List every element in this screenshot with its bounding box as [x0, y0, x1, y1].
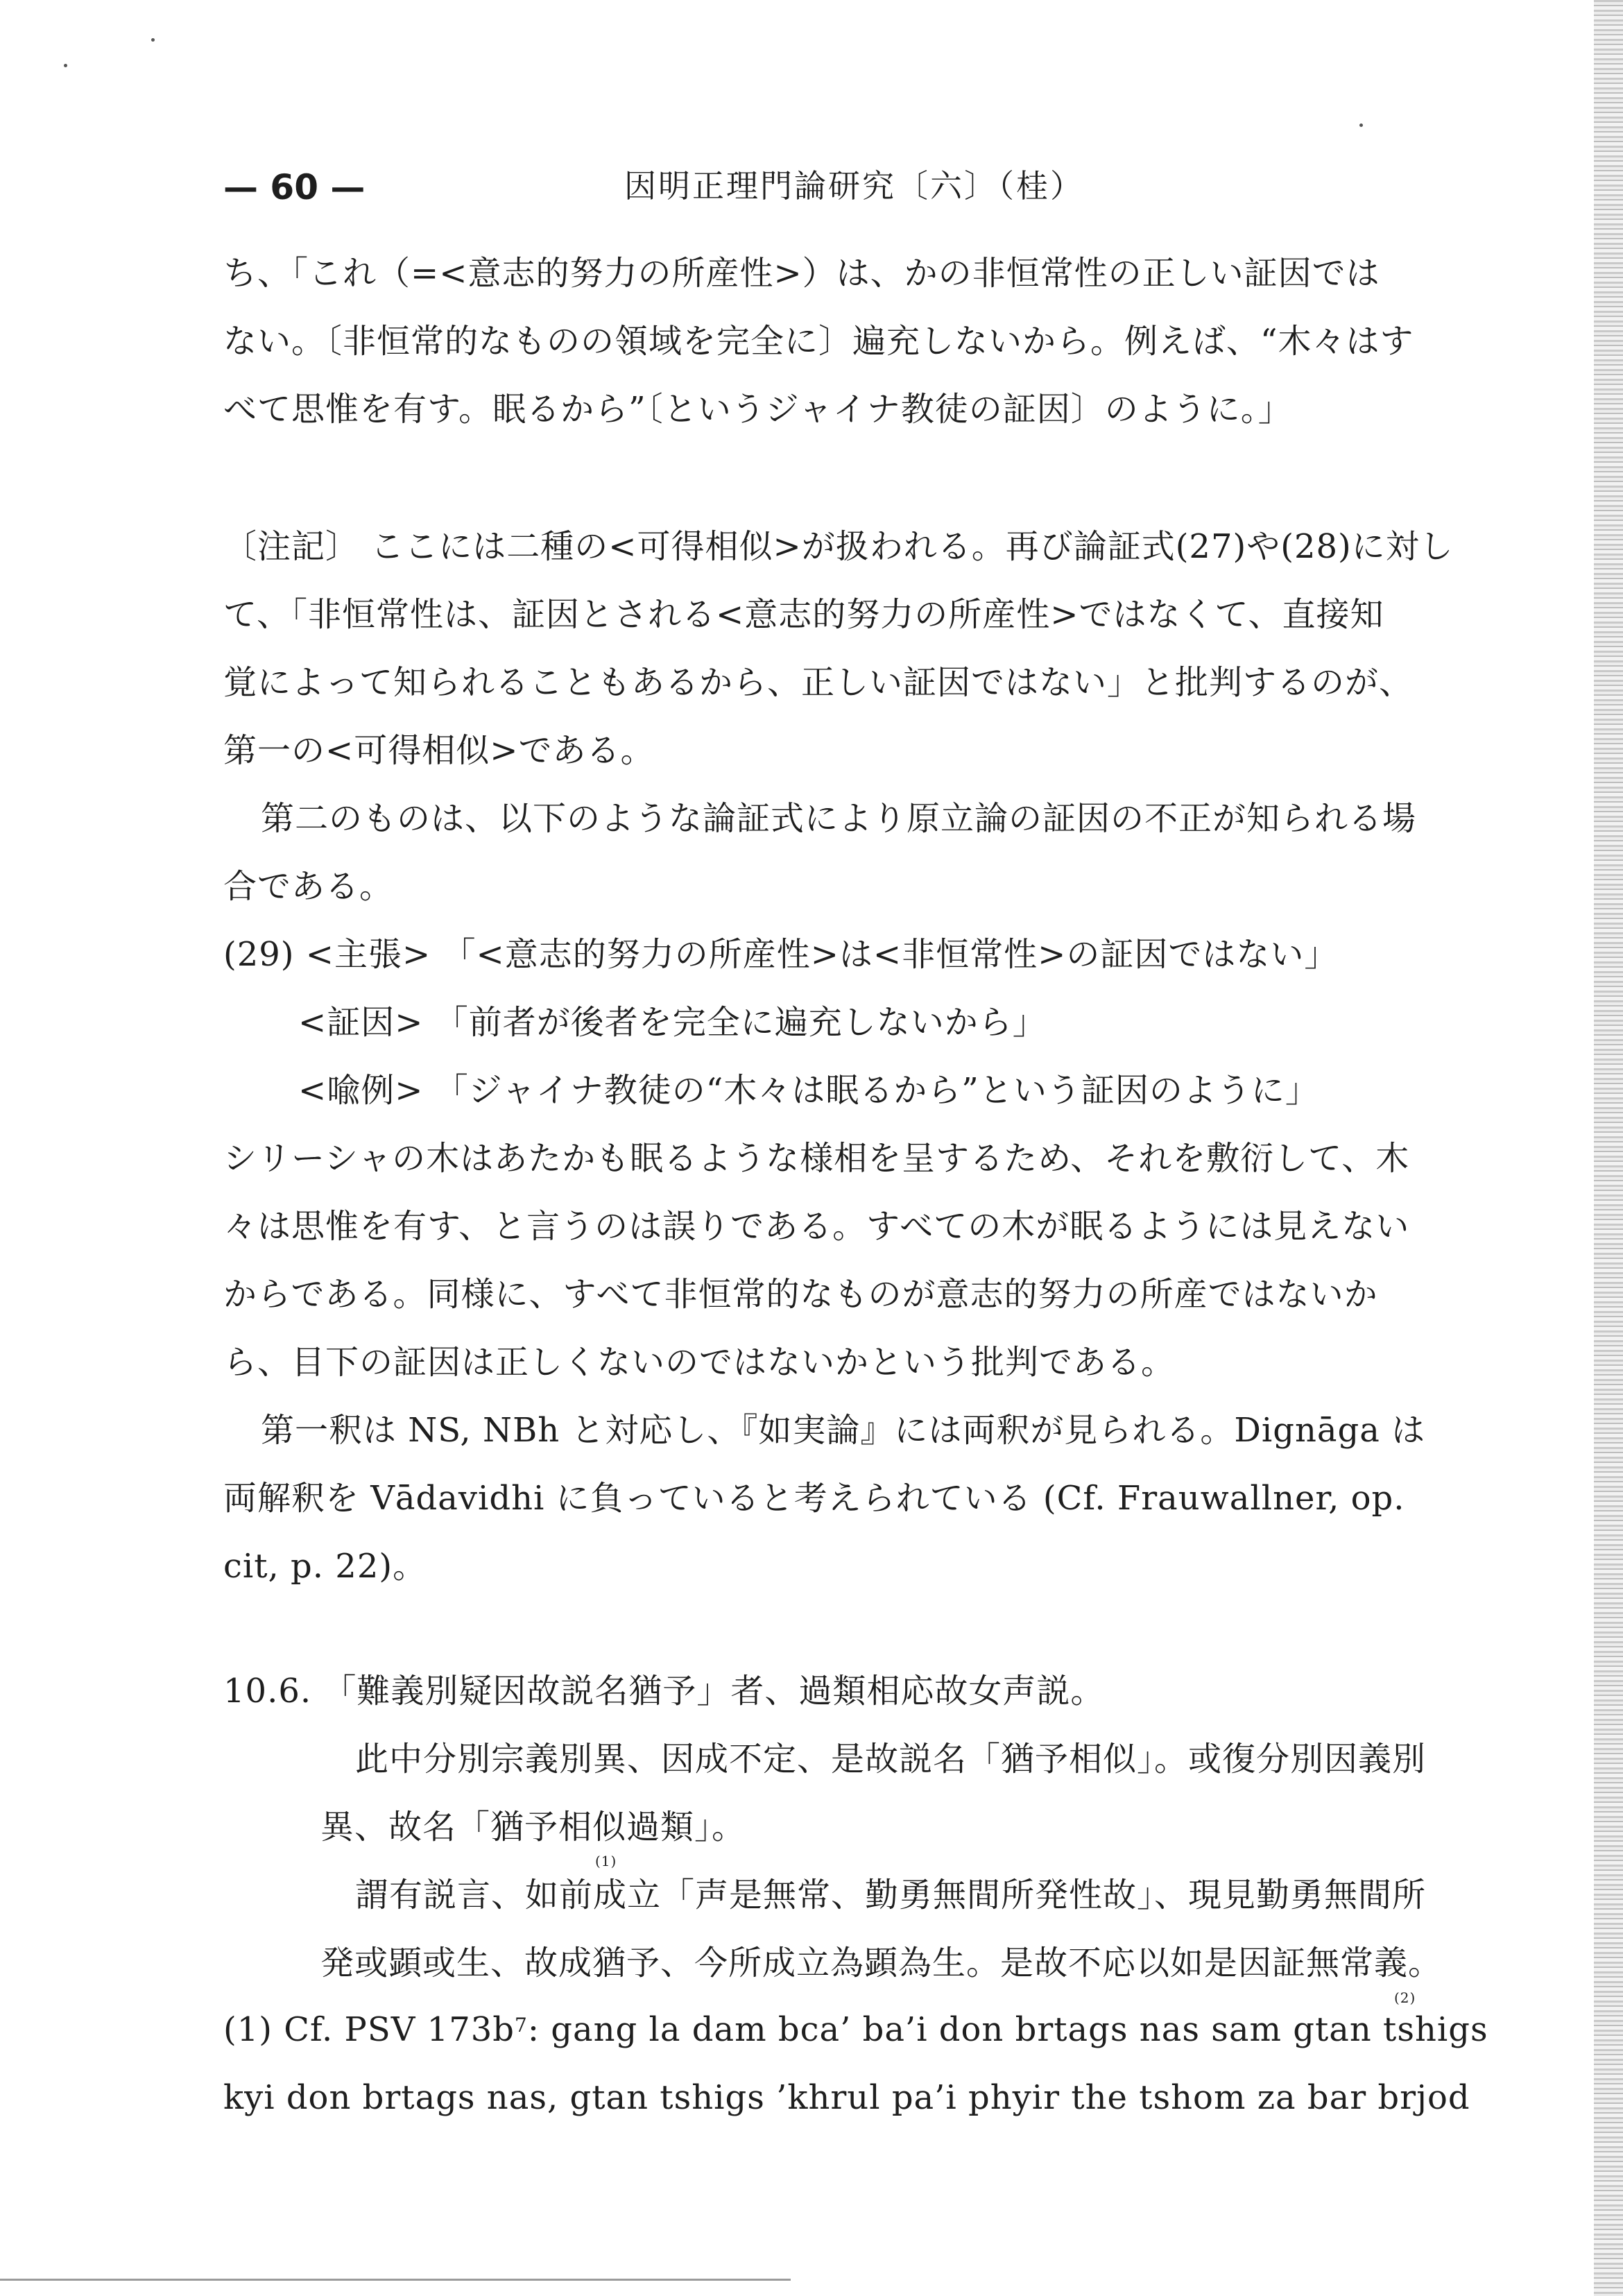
footnote-marker: (2): [1394, 1989, 1416, 2006]
text-line: 第一釈は NS, NBh と対応し、『如実論』には両釈が見られる。Dignāga は: [261, 1411, 1426, 1450]
page-number: — 60 —: [223, 167, 366, 207]
text-line: からである。同様に、すべて非恒常的なものが意志的努力の所産ではないか: [223, 1275, 1378, 1314]
footnote-lead: (1) Cf. PSV 173b: [223, 2010, 515, 2049]
classical-text-line: 此中分別宗義別異、因成不定、是故説名「猶予相似」。或復分別因義別: [355, 1740, 1427, 1779]
note-line: 〔注記〕 ここには二種の<可得相似>が扱われる。再び論証式(27)や(28)に対し: [223, 527, 1454, 566]
footnote-continuation: : gang la dam bca’ ba’i don brtags nas sam gtan tshigs: [527, 2010, 1488, 2049]
syllogism-reason: <証因> 「前者が後者を完全に遍充しないから」: [298, 1003, 1047, 1042]
footnote-line: [223, 2010, 1488, 2049]
text-line: ら、目下の証因は正しくないのではないかという批判である。: [223, 1343, 1176, 1382]
classical-text-line: 異、故名「猶予相似過類」。: [320, 1808, 746, 1847]
scan-edge: [1594, 0, 1623, 2296]
text-line: 両解釈を Vādavidhi に負っていると考えられている (Cf. Frauwallner, op.: [223, 1479, 1405, 1518]
scan-speck: [1359, 123, 1363, 127]
text-line: 合である。: [223, 867, 394, 906]
scan-speck: [64, 64, 67, 67]
syllogism-example: <喩例> 「ジャイナ教徒の“木々は眠るから”という証因のように」: [298, 1071, 1319, 1110]
note-line: て、「非恒常性は、証因とされる<意志的努力の所産性>ではなくて、直接知: [223, 595, 1384, 634]
note-line: 覚によって知られることもあるから、正しい証因ではない」と批判するのが、: [223, 663, 1414, 702]
classical-text-line: 謂有説言、如前成立「声是無常、勤勇無間所発性故」、現見勤勇無間所: [355, 1876, 1427, 1914]
section-heading: 10.6. 「難義別疑因故説名猶予」者、過類相応故女声説。: [223, 1672, 1105, 1711]
text-line: cit, p. 22)。: [223, 1547, 427, 1586]
running-header-title: 因明正理門論研究〔六〕（桂）: [624, 167, 1084, 205]
text-line: シリーシャの木はあたかも眠るような様相を呈するため、それを敷衍して、木: [223, 1139, 1410, 1178]
scan-bottom-line: [0, 2279, 791, 2281]
footnote-superscript: 7: [515, 2014, 528, 2037]
text-line: 第二のものは、以下のような論証式により原立論の証因の不正が知られる場: [261, 799, 1417, 838]
footnote-marker: (1): [595, 1853, 617, 1869]
footnote-line: kyi don brtags nas, gtan tshigs ’khrul pa’i phyir the tshom za bar brjod: [223, 2078, 1470, 2117]
text-line: ない。〔非恒常的なものの領域を完全に〕遍充しないから。例えば、“木々はす: [223, 322, 1414, 361]
text-line: 々は思惟を有す、と言うのは誤りである。すべての木が眠るようには見えない: [223, 1207, 1410, 1246]
syllogism-thesis: (29) <主張> 「<意志的努力の所産性>は<非恒常性>の証因ではない」: [223, 935, 1339, 974]
text-line: ち、「これ（=<意志的努力の所産性>）は、かの非恒常性の正しい証因では: [223, 254, 1380, 293]
classical-text-line: 発或顕或生、故成猶予、今所成立為顕為生。是故不応以如是因証無常義。: [320, 1944, 1443, 1982]
scan-speck: [151, 38, 155, 42]
text-line: べて思惟を有す。眠るから”〔というジャイナ教徒の証因〕のように。」: [223, 390, 1292, 429]
note-line: 第一の<可得相似>である。: [223, 731, 655, 770]
